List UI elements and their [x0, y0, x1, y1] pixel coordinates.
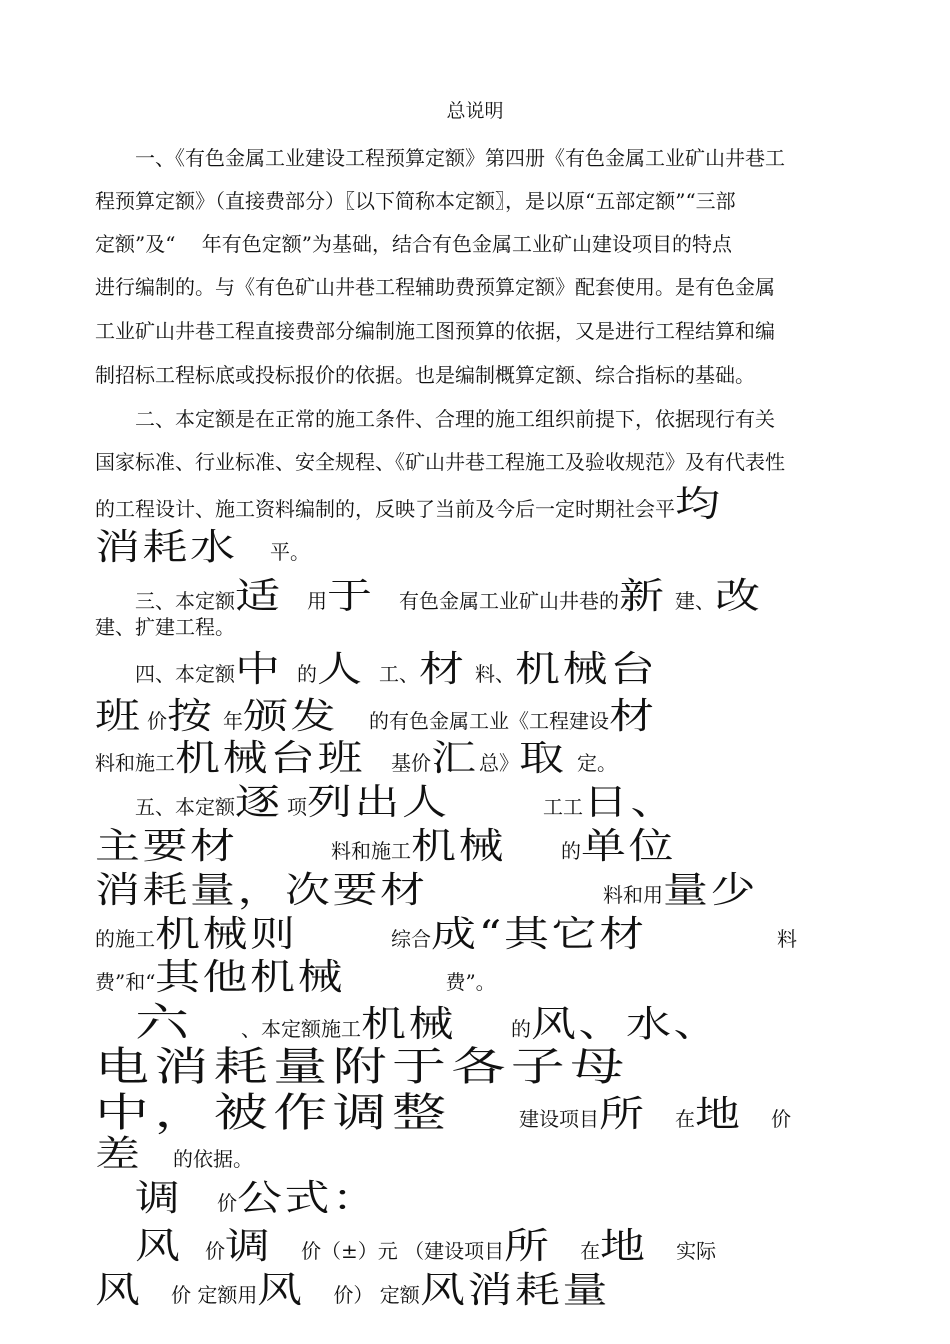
- text-run: 工、: [379, 662, 419, 686]
- text-run: 用: [307, 589, 327, 613]
- paragraph-line: [95, 914, 895, 955]
- paragraph-line: 建、扩建工程。: [95, 615, 235, 639]
- large-text-run: 班: [95, 696, 143, 737]
- paragraph-line: [135, 1178, 935, 1219]
- large-text-run: 适: [235, 576, 283, 617]
- text-run: 料和施工: [331, 839, 411, 863]
- paragraph-line: 程预算定额》（直接费部分）〖以下简称本定额〗，是以原“五部定额”“三部: [95, 189, 736, 213]
- paragraph-line: [135, 1000, 935, 1046]
- text-run: 建、: [675, 589, 715, 613]
- text-run: 实际: [676, 1239, 717, 1263]
- text-run: 、本定额施工: [241, 1017, 361, 1041]
- large-text-run: 公式：: [237, 1178, 380, 1219]
- large-text-run: 人: [317, 649, 365, 690]
- text-run: 年: [223, 709, 243, 733]
- text-run: 的工程设计、施工资料编制的，反映了当前及今后一定时期社会平: [95, 497, 675, 521]
- text-run: 价: [217, 1191, 237, 1215]
- large-text-run: 单位: [581, 826, 677, 867]
- text-run: 价: [771, 1107, 791, 1131]
- large-text-run: 量少: [663, 870, 759, 911]
- paragraph-line: [95, 527, 895, 568]
- paragraph-line: [95, 484, 895, 525]
- paragraph-line: [135, 1226, 895, 1267]
- paragraph-line: 国家标准、行业标准、安全规程、《矿山井巷工程施工及验收规范》及有代表性: [95, 450, 785, 474]
- text-run: 费”和“: [95, 970, 156, 994]
- paragraph-line: [135, 649, 935, 690]
- large-text-run: 所: [599, 1094, 647, 1135]
- large-text-run: 风: [257, 1270, 305, 1311]
- paragraph-line: [135, 782, 935, 823]
- large-text-run: 中: [235, 649, 283, 690]
- large-text-run: 机械台班: [175, 738, 366, 779]
- large-text-run: 日、: [583, 782, 679, 823]
- text-run: 项: [287, 795, 307, 819]
- text-run: 基价: [391, 751, 431, 775]
- large-text-run: 电消耗量附于各子母: [95, 1044, 630, 1090]
- text-run: 价） 定额: [333, 1283, 420, 1307]
- text-run: 的依据。: [173, 1147, 253, 1171]
- text-run: 四、本定额: [135, 662, 235, 686]
- text-run: 价 定额用: [171, 1283, 258, 1307]
- large-text-run: 列出人: [307, 782, 450, 823]
- large-text-run: 六: [135, 1000, 195, 1046]
- large-text-run: 其他机械: [155, 957, 346, 998]
- paragraph-line: 一、《有色金属工业建设工程预算定额》第四册《有色金属工业矿山井巷工: [135, 146, 785, 170]
- paragraph-line: [95, 870, 895, 911]
- text-run: 总》: [479, 751, 519, 775]
- text-run: 料和施工: [95, 751, 175, 775]
- large-text-run: 颁发: [243, 696, 339, 737]
- paragraph-line: 进行编制的。与《有色矿山井巷工程辅助费预算定额》配套使用。是有色金属: [95, 275, 775, 299]
- large-text-run: 材: [609, 696, 657, 737]
- large-text-run: 差: [95, 1134, 143, 1175]
- text-run: 综合: [391, 927, 431, 951]
- text-run: 工工: [543, 795, 583, 819]
- text-run: 建设项目: [519, 1107, 599, 1131]
- paragraph-line: [95, 1090, 895, 1136]
- large-text-run: 成“其它材: [431, 914, 647, 955]
- large-text-run: 地: [600, 1226, 648, 1267]
- text-run: 料: [777, 927, 797, 951]
- large-text-run: 风、水、: [531, 1004, 722, 1045]
- text-run: 在: [580, 1239, 601, 1263]
- large-text-run: 调: [135, 1178, 183, 1219]
- large-text-run: 均: [675, 484, 723, 525]
- text-run: 五、本定额: [135, 795, 235, 819]
- large-text-run: 主要材: [95, 826, 238, 867]
- paragraph-line: [95, 957, 895, 998]
- large-text-run: 所: [504, 1226, 552, 1267]
- paragraph-line: [95, 696, 895, 737]
- large-text-run: 地: [695, 1094, 743, 1135]
- large-text-run: 材: [419, 649, 467, 690]
- text-run: 料和用: [603, 883, 663, 907]
- text-run: 料、: [475, 662, 515, 686]
- text-run: 价: [205, 1239, 225, 1263]
- large-text-run: 机械: [411, 826, 507, 867]
- paragraph-line: 二、本定额是在正常的施工条件、合理的施工组织前提下，依据现行有关: [135, 407, 775, 431]
- large-text-run: 取: [519, 738, 567, 779]
- large-text-run: 风: [135, 1226, 183, 1267]
- large-text-run: 消耗量，次要材: [95, 870, 428, 911]
- text-run: 平。: [270, 540, 310, 564]
- text-run: 的有色金属工业《工程建设: [369, 709, 609, 733]
- large-text-run: 逐: [235, 782, 283, 823]
- text-run: 价: [147, 709, 167, 733]
- large-text-run: 机械: [361, 1004, 457, 1045]
- text-run: 在: [675, 1107, 695, 1131]
- paragraph-line: [95, 738, 895, 779]
- large-text-run: 消耗水: [95, 527, 238, 568]
- text-run: 的: [561, 839, 581, 863]
- large-text-run: 风消耗量: [419, 1270, 610, 1311]
- paragraph-line: 制招标工程标底或投标报价的依据。也是编制概算定额、综合指标的基础。: [95, 363, 755, 387]
- text-run: 的: [511, 1017, 531, 1041]
- large-text-run: 机械则: [155, 914, 298, 955]
- large-text-run: 于: [327, 576, 375, 617]
- paragraph-line: [95, 826, 895, 867]
- text-run: 的施工: [95, 927, 155, 951]
- text-run: 费”。: [445, 970, 496, 994]
- text-run: 的: [297, 662, 317, 686]
- large-text-run: 机械台: [515, 649, 658, 690]
- text-run: 有色金属工业矿山井巷的: [399, 589, 619, 613]
- paragraph-line: 工业矿山井巷工程直接费部分编制施工图预算的依据，又是进行工程结算和编: [95, 319, 775, 343]
- large-text-run: 调: [225, 1226, 273, 1267]
- paragraph-line: [135, 576, 945, 617]
- large-text-run: 改: [715, 576, 763, 617]
- text-run: 价（±）元 （建设项目: [301, 1239, 505, 1263]
- paragraph-line: [95, 1134, 895, 1175]
- large-text-run: 风: [95, 1270, 143, 1311]
- large-text-run: 中，被作调整: [95, 1090, 452, 1136]
- paragraph-line: [95, 1270, 895, 1311]
- large-text-run: 新: [619, 576, 667, 617]
- paragraph-line: 定额”及“ 年有色定额”为基础，结合有色金属工业矿山建设项目的特点: [95, 232, 733, 256]
- text-run: 定。: [577, 751, 617, 775]
- large-text-run: 汇: [431, 738, 479, 779]
- text-run: 三、本定额: [135, 589, 235, 613]
- page-title: 总说明: [446, 100, 504, 122]
- large-text-run: 按: [167, 696, 215, 737]
- paragraph-line: [95, 1044, 895, 1090]
